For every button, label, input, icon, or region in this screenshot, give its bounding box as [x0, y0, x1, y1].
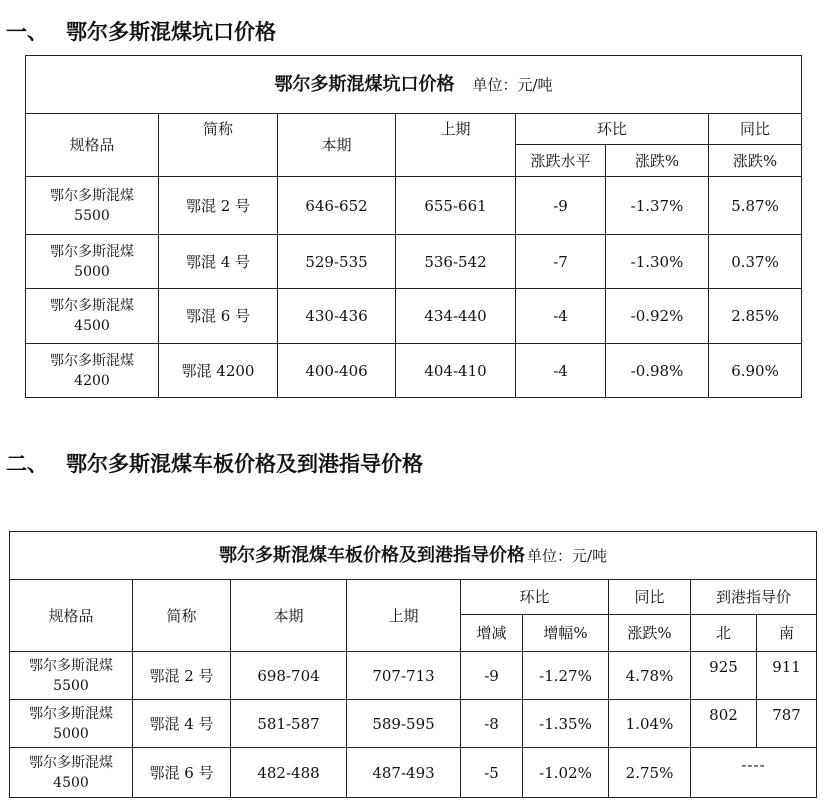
port-south-cell: 911 — [757, 652, 817, 700]
yoy-pct-cell: 5.87% — [709, 177, 802, 235]
previous-cell: 536-542 — [396, 235, 516, 289]
section-1-number: 一、 — [6, 20, 48, 44]
table-1-unit: 单位：元/吨 — [472, 75, 553, 94]
header-yoy: 同比 — [709, 114, 802, 145]
yoy-pct-cell: 4.78% — [609, 652, 691, 700]
mom-pct-cell: -1.30% — [606, 235, 709, 289]
table-row — [26, 235, 802, 289]
table-row — [26, 177, 802, 235]
table-2-title-cell — [10, 532, 817, 580]
current-cell: 400-406 — [278, 344, 396, 398]
change-cell: -5 — [461, 748, 523, 798]
yoy-pct-cell: 2.75% — [609, 748, 691, 798]
header-yoy-pct: 涨跌% — [609, 615, 691, 652]
rail-port-price-table — [9, 531, 817, 798]
header-increase: 增减 — [461, 615, 523, 652]
rate-cell: -1.35% — [523, 700, 609, 748]
spec-cell: 鄂尔多斯混煤 4500 — [10, 748, 133, 798]
table-row — [26, 289, 802, 344]
current-cell: 482-488 — [231, 748, 347, 798]
section-2-heading — [6, 448, 423, 478]
current-cell: 646-652 — [278, 177, 396, 235]
mom-pct-cell: -0.92% — [606, 289, 709, 344]
header-mom-pct: 涨跌% — [606, 145, 709, 177]
spec-cell: 鄂尔多斯混煤 5000 — [10, 700, 133, 748]
header-previous: 上期 — [396, 114, 516, 177]
short-cell: 鄂混 6 号 — [159, 289, 278, 344]
section-2-heading-text: 鄂尔多斯混煤车板价格及到港指导价格 — [66, 452, 423, 476]
spec-cell: 鄂尔多斯混煤 4500 — [26, 289, 159, 344]
change-cell: -4 — [516, 344, 606, 398]
header-yoy: 同比 — [609, 580, 691, 615]
yoy-pct-cell: 2.85% — [709, 289, 802, 344]
rate-cell: -1.02% — [523, 748, 609, 798]
header-mom: 环比 — [516, 114, 709, 145]
port-price-empty-cell: ---- — [691, 748, 817, 798]
header-current: 本期 — [278, 114, 396, 177]
short-cell: 鄂混 4200 — [159, 344, 278, 398]
change-cell: -4 — [516, 289, 606, 344]
previous-cell: 404-410 — [396, 344, 516, 398]
spec-cell: 鄂尔多斯混煤 4200 — [26, 344, 159, 398]
short-cell: 鄂混 4 号 — [133, 700, 231, 748]
spec-cell: 鄂尔多斯混煤 5500 — [10, 652, 133, 700]
section-1-heading — [6, 16, 276, 46]
current-cell: 529-535 — [278, 235, 396, 289]
previous-cell: 655-661 — [396, 177, 516, 235]
previous-cell: 434-440 — [396, 289, 516, 344]
header-mom-level: 涨跌水平 — [516, 145, 606, 177]
table-2-unit: 单位：元/吨 — [527, 546, 608, 565]
spec-cell: 鄂尔多斯混煤 5500 — [26, 177, 159, 235]
short-cell: 鄂混 2 号 — [159, 177, 278, 235]
mom-pct-cell: -0.98% — [606, 344, 709, 398]
header-spec: 规格品 — [10, 580, 133, 652]
yoy-pct-cell: 6.90% — [709, 344, 802, 398]
short-cell: 鄂混 2 号 — [133, 652, 231, 700]
table-row — [10, 748, 817, 798]
current-cell: 581-587 — [231, 700, 347, 748]
section-2-number: 二、 — [6, 452, 48, 476]
table-row — [10, 700, 817, 748]
table-row — [10, 652, 817, 700]
previous-cell: 707-713 — [347, 652, 461, 700]
port-north-cell: 802 — [691, 700, 757, 748]
change-cell: -9 — [461, 652, 523, 700]
change-cell: -9 — [516, 177, 606, 235]
mom-pct-cell: -1.37% — [606, 177, 709, 235]
previous-cell: 487-493 — [347, 748, 461, 798]
header-short: 简称 — [133, 580, 231, 652]
previous-cell: 589-595 — [347, 700, 461, 748]
yoy-pct-cell: 1.04% — [609, 700, 691, 748]
spec-cell: 鄂尔多斯混煤 5000 — [26, 235, 159, 289]
table-2-title: 鄂尔多斯混煤车板价格及到港指导价格 — [219, 544, 526, 566]
port-north-cell: 925 — [691, 652, 757, 700]
port-south-cell: 787 — [757, 700, 817, 748]
table-row — [26, 344, 802, 398]
header-previous: 上期 — [347, 580, 461, 652]
header-current: 本期 — [231, 580, 347, 652]
change-cell: -7 — [516, 235, 606, 289]
change-cell: -8 — [461, 700, 523, 748]
header-port-guide: 到港指导价 — [691, 580, 817, 615]
table-1-title-cell — [26, 56, 802, 114]
current-cell: 430-436 — [278, 289, 396, 344]
pithead-price-table — [25, 55, 802, 398]
yoy-pct-cell: 0.37% — [709, 235, 802, 289]
header-mom: 环比 — [461, 580, 609, 615]
short-cell: 鄂混 4 号 — [159, 235, 278, 289]
header-rate: 增幅% — [523, 615, 609, 652]
header-yoy-pct: 涨跌% — [709, 145, 802, 177]
current-cell: 698-704 — [231, 652, 347, 700]
header-south: 南 — [757, 615, 817, 652]
header-north: 北 — [691, 615, 757, 652]
table-1-title: 鄂尔多斯混煤坑口价格 — [274, 73, 455, 95]
short-cell: 鄂混 6 号 — [133, 748, 231, 798]
section-1-heading-text: 鄂尔多斯混煤坑口价格 — [66, 20, 276, 44]
header-short: 简称 — [159, 114, 278, 177]
rate-cell: -1.27% — [523, 652, 609, 700]
header-spec: 规格品 — [26, 114, 159, 177]
